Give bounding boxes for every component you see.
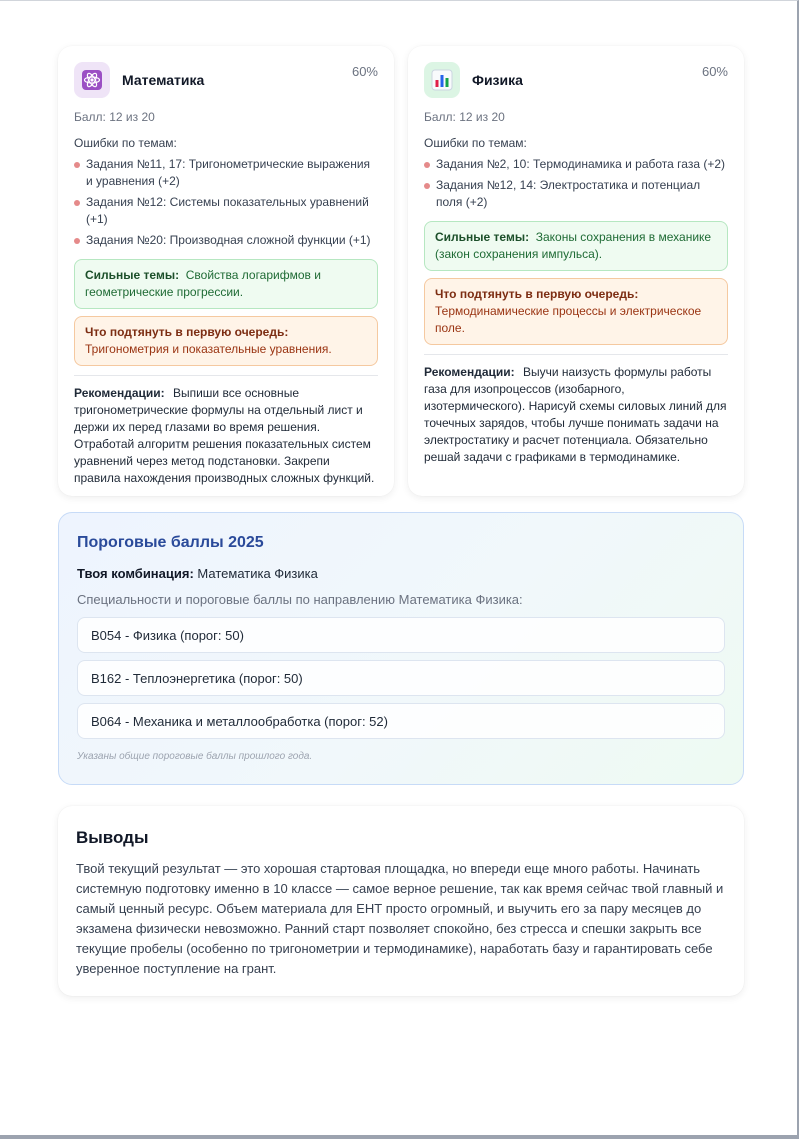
specialty-item: B162 - Теплоэнергетика (порог: 50) (77, 660, 725, 696)
errors-list (424, 156, 728, 211)
divider (74, 375, 378, 376)
errors-title: Ошибки по темам: (424, 136, 527, 150)
error-item: Задания №2, 10: Термодинамика и работа газа (+2) (424, 156, 728, 173)
subject-score: Балл: 12 из 20 (74, 110, 155, 124)
combination-value: Математика Физика (197, 566, 318, 581)
subject-score: Балл: 12 из 20 (424, 110, 505, 124)
subject-header (424, 62, 728, 98)
recommendations-text: Выучи наизусть формулы работы газа для изопроцессов (изобарного, изотермического). Нарисуй схемы силовых линий для точечных зарядов, чтобы лучше понимать задачи на электростатику и расчет потенциала. Обязательно решай задачи с графиками в термодинамике. (424, 365, 727, 464)
thresholds-title: Пороговые баллы 2025 (77, 534, 264, 551)
errors-list (74, 156, 378, 249)
subject-card-math (58, 46, 394, 496)
strong-topics-label: Сильные темы: (435, 230, 530, 244)
error-item: Задания №20: Производная сложной функции (+1) (74, 232, 378, 249)
error-item: Задания №12, 14: Электростатика и потенциал поля (+2) (424, 177, 728, 211)
error-item: Задания №11, 17: Тригонометрические выражения и уравнения (+2) (74, 156, 378, 190)
bar-chart-icon (424, 62, 460, 98)
thresholds-subtitle: Специальности и пороговые баллы по направлению Математика Физика: (77, 592, 523, 607)
subject-percent: 60% (351, 64, 378, 79)
strong-topics-box (74, 259, 378, 309)
strong-topics-text: Свойства логарифмов и геометрические прогрессии. (85, 268, 321, 299)
strong-topics-text: Законы сохранения в механике (закон сохранения импульса). (435, 230, 712, 261)
specialty-item: B064 - Механика и металлообработка (порог: 52) (77, 703, 725, 739)
specialty-item: B054 - Физика (порог: 50) (77, 617, 725, 653)
recommendations-text: Выпиши все основные тригонометрические формулы на отдельный лист и держи их перед глазами во время решения. Отработай алгоритм решения показательных систем уравнений через метод подстановки. Закрепи правила нахождения производных сложных функций. (74, 386, 375, 485)
subject-header (74, 62, 378, 98)
conclusions-title: Выводы (76, 828, 149, 847)
divider (424, 354, 728, 355)
error-item: Задания №12: Системы показательных уравнений (+1) (74, 194, 378, 228)
combination (77, 566, 725, 581)
conclusions-card (58, 806, 744, 996)
priority-label: Что подтянуть в первую очередь: (85, 325, 289, 339)
recommendations (424, 364, 728, 466)
subject-card-physics (408, 46, 744, 496)
recommendations (74, 385, 378, 487)
subject-name: Физика (472, 72, 523, 88)
atom-icon (74, 62, 110, 98)
subject-name: Математика (122, 72, 205, 88)
strong-topics-label: Сильные темы: (85, 268, 180, 282)
recommendations-label: Рекомендации: (424, 365, 515, 379)
priority-box (424, 278, 728, 345)
priority-text: Тригонометрия и показательные уравнения. (85, 342, 332, 356)
priority-label: Что подтянуть в первую очередь: (435, 287, 639, 301)
priority-text: Термодинамические процессы и электрическое поле. (435, 304, 702, 335)
thresholds-note: Указаны общие пороговые баллы прошлого года. (77, 751, 313, 762)
subject-percent: 60% (701, 64, 728, 79)
errors-title: Ошибки по темам: (74, 136, 177, 150)
combination-label: Твоя комбинация: (77, 566, 194, 581)
recommendations-label: Рекомендации: (74, 386, 165, 400)
thresholds-panel (58, 512, 744, 785)
conclusions-text: Твой текущий результат — это хорошая стартовая площадка, но впереди еще много работы. Начинать системную подготовку именно в 10 классе — самое верное решение, так как время сейчас твой главный и самый ценный ресурс. Объем материала для ЕНТ просто огромный, и выучить его за пару месяцев до экзамена физически невозможно. Ранний старт позволяет спокойно, без стресса и спешки закрыть все текущие пробелы (особенно по тригонометрии и термодинамике), наработать базу и гарантировать себе уверенное поступление на грант. (76, 861, 724, 976)
priority-box (74, 316, 378, 366)
strong-topics-box (424, 221, 728, 271)
